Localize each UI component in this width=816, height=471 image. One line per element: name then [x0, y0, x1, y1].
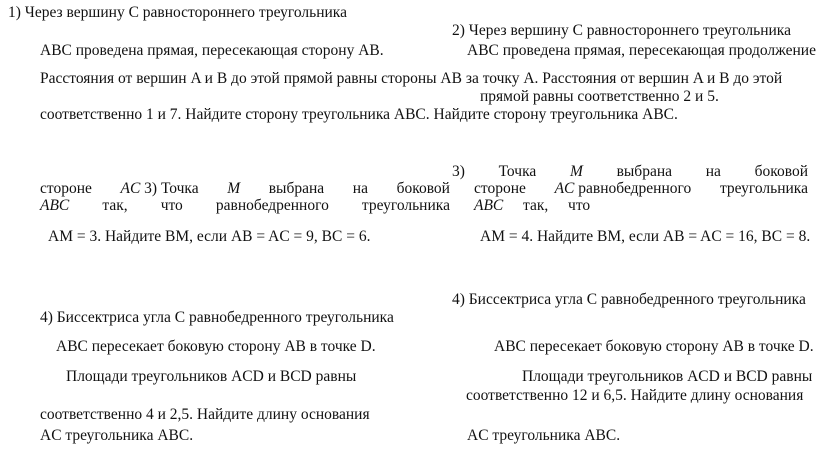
- problem-3-left-question: AM = 3. Найдите BM, если AB = AC = 9, BC = 6.: [48, 228, 371, 245]
- problem-3-right-word: AC равнобедренного: [554, 180, 692, 197]
- problem-4-left-line-2: ABC пересекает боковую сторону AB в точке D.: [56, 338, 376, 355]
- problem-4-left-line-4: соответственно 4 и 2,5. Найдите длину основания: [40, 406, 370, 423]
- problem-4-right-heading: 4) Биссектриса угла C равнобедренного треугольника: [452, 291, 806, 308]
- problem-3-right-word: треугольника: [719, 180, 808, 197]
- problem-2-line-4: прямой равны соответственно 2 и 5.: [480, 88, 719, 105]
- problem-4-left-heading: 4) Биссектриса угла C равнобедренного треугольника: [40, 309, 394, 326]
- problem-3-right-word: так,: [523, 197, 549, 214]
- problem-4-right-line-3: Площади треугольников ACD и BCD равны: [522, 368, 813, 385]
- problem-3-right-question: AM = 4. Найдите BM, если AB = AC = 16, BC = 8.: [480, 228, 811, 245]
- problem-3-right-point-m: M: [569, 163, 583, 180]
- problem-1-2-merged-line: Расстояния от вершин A и B до этой прямой равны стороны AB за точку A. Расстояния от вершин A и B до этой: [40, 70, 783, 87]
- problem-3-right-number: 3): [452, 163, 465, 180]
- problem-4-right-line-4: соответственно 12 и 6,5. Найдите длину основания: [466, 387, 804, 404]
- problem-3-left-word: выбрана: [268, 180, 325, 197]
- problem-3-left-word: боковой: [396, 180, 450, 197]
- problem-4-left-line-3: Площади треугольников ACD и BCD равны: [66, 368, 357, 385]
- problem-3-right-line-1: [452, 163, 808, 181]
- problem-3-right-line-2: [474, 180, 808, 198]
- problem-1-heading: 1) Через вершину С равностороннего треугольника: [8, 4, 347, 21]
- problem-3-left-point-m: M: [227, 180, 241, 197]
- problem-3-right-line-3: [474, 197, 594, 215]
- problem-4-right-line-5: AC треугольника ABC.: [467, 427, 621, 444]
- problem-3-left-line-1: [40, 180, 450, 198]
- problem-3-right-word: ABC: [474, 197, 504, 214]
- problem-3-left-word: на: [352, 180, 368, 197]
- problem-3-left-word: что: [160, 197, 183, 214]
- problem-3-right-word: выбрана: [616, 163, 673, 180]
- problem-3-right-word: что: [568, 197, 591, 214]
- problem-3-right-word: стороне: [474, 180, 526, 197]
- problem-3-left-word: равнобедренного: [215, 197, 329, 214]
- problem-4-left-line-5: AC треугольника ABC.: [40, 427, 194, 444]
- problem-3-right-word: Точка: [498, 163, 537, 180]
- problem-4-right-line-2: ABC пересекает боковую сторону AB в точке D.: [494, 338, 814, 355]
- problem-3-right-word: боковой: [754, 163, 808, 180]
- problem-3-left-word: ABC: [40, 197, 70, 214]
- problem-1-2-final-line: соответственно 1 и 7. Найдите сторону треугольника ABC. Найдите сторону треугольника ABC.: [40, 106, 678, 123]
- problem-3-right-word: на: [705, 163, 721, 180]
- problem-2-line-2: ABC проведена прямая, пересекающая продолжение: [467, 42, 816, 59]
- problem-3-left-word: AC 3) Точка: [120, 180, 199, 197]
- problem-3-left-word: треугольника: [361, 197, 450, 214]
- problem-3-left-word: стороне: [40, 180, 92, 197]
- problem-3-left-word: так,: [102, 197, 128, 214]
- problem-1-line-2: ABC проведена прямая, пересекающая сторону AB.: [40, 42, 384, 59]
- problem-2-heading: 2) Через вершину С равностороннего треугольника: [452, 22, 791, 39]
- problem-3-left-line-2: [40, 197, 450, 215]
